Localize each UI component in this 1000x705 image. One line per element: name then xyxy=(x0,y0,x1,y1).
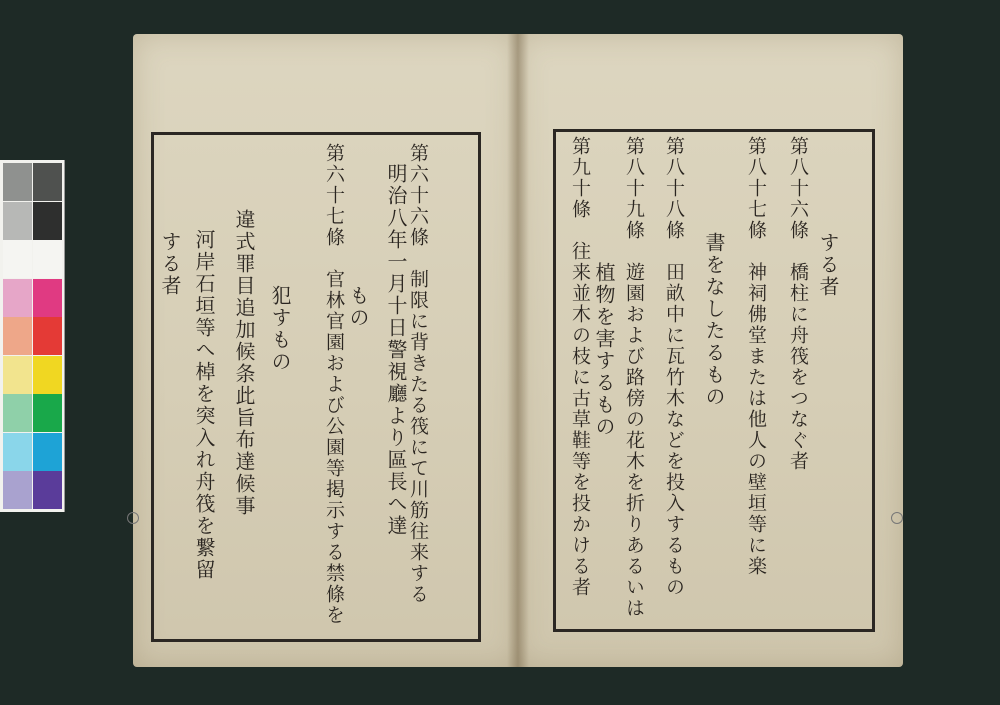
right-column-0: する者 xyxy=(816,232,840,298)
right-page-frame xyxy=(553,129,875,632)
page-fold-mark-right xyxy=(891,512,903,524)
right-column-3: 書をなしたるもの xyxy=(702,232,726,408)
color-swatch xyxy=(3,433,32,471)
color-swatch xyxy=(3,471,32,509)
color-swatch xyxy=(33,394,62,432)
left-column-8: する者 xyxy=(158,231,182,297)
color-swatch xyxy=(3,279,32,317)
color-swatch xyxy=(33,279,62,317)
right-page xyxy=(517,34,903,667)
color-swatch xyxy=(33,163,62,201)
left-column-7: 河岸石垣等へ棹を突入れ舟筏を繋留 xyxy=(192,229,216,581)
left-page-frame xyxy=(151,132,481,642)
right-column-7: 第九十條 往来並木の枝に古草鞋等を投かける者 xyxy=(569,136,591,598)
color-swatch xyxy=(33,202,62,240)
color-swatch xyxy=(3,317,32,355)
left-column-5: 犯すもの xyxy=(268,285,292,373)
right-column-6: 植物を害するもの xyxy=(592,262,616,438)
color-swatch xyxy=(33,356,62,394)
left-column-1: 明治八年一月十日警視廳より區長へ達 xyxy=(384,163,408,537)
color-swatch xyxy=(3,240,32,278)
book-gutter xyxy=(507,34,529,667)
right-column-5: 第八十九條 遊園および路傍の花木を折りあるいは xyxy=(623,136,645,619)
left-page xyxy=(133,34,517,667)
color-swatch xyxy=(3,394,32,432)
left-column-2: 第六十六條 制限に背きたる筏にて川筋往来する xyxy=(407,143,429,605)
page-fold-mark-left xyxy=(127,512,139,524)
right-column-2: 第八十七條 神祠佛堂または他人の壁垣等に楽 xyxy=(745,136,767,577)
left-column-3: もの xyxy=(346,285,370,329)
color-swatch xyxy=(33,317,62,355)
color-swatch xyxy=(33,471,62,509)
open-book xyxy=(133,34,903,667)
color-swatch xyxy=(33,240,62,278)
right-column-4: 第八十八條 田畝中に瓦竹木などを投入するもの xyxy=(663,136,685,598)
color-swatch xyxy=(33,433,62,471)
left-column-4: 第六十七條 官林官園および公園等掲示する禁條を xyxy=(323,143,345,626)
color-swatch xyxy=(3,356,32,394)
right-column-1: 第八十六條 橋柱に舟筏をつなぐ者 xyxy=(787,136,809,472)
color-calibration-chart xyxy=(0,160,65,512)
left-column-6: 違式罪目追加候条此旨布達候事 xyxy=(232,209,256,517)
color-swatch xyxy=(3,202,32,240)
color-swatch xyxy=(3,163,32,201)
